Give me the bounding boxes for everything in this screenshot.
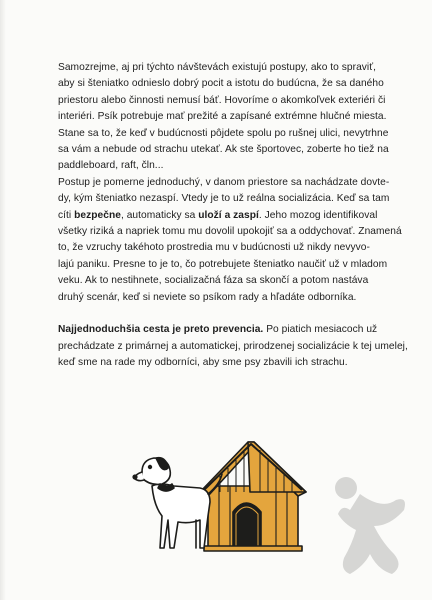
watermark-figure-icon — [330, 470, 410, 580]
bold-text: uloží a zaspí — [198, 209, 259, 221]
text-line — [58, 257, 392, 273]
text-run: druhý scenár, keď si neviete so psíkom rady a hľadáte odborníka. — [58, 291, 357, 303]
text-run: Po piatich mesiacoch už — [263, 324, 378, 336]
text-run: aby si šteniatko odnieslo dobrý pocit a istotu do budúcna, že sa daného — [58, 78, 384, 90]
text-run: všetky riziká a napriek tomu mu dovolil upokojiť sa a oddychovať. Znamená — [58, 226, 402, 238]
text-line — [58, 290, 392, 306]
text-run: , automaticky sa — [120, 209, 199, 221]
paragraph — [58, 322, 408, 371]
text-line — [58, 273, 392, 289]
paragraph — [58, 60, 392, 175]
text-run: cíti — [58, 209, 75, 221]
paragraph — [58, 175, 402, 306]
text-line — [58, 322, 392, 338]
text-line — [58, 60, 392, 76]
text-line — [58, 355, 392, 371]
text-run: Samozrejme, aj pri týchto návštevách existujú postupy, ako to spraviť, — [58, 62, 376, 73]
text-run: Stane sa to, že keď v budúcnosti pôjdete spolu po rušnej ulici, nevytrhne — [58, 127, 389, 139]
text-line — [58, 208, 392, 224]
text-run: paddleboard, raft, čln... — [58, 160, 164, 172]
text-run: sa vám a nebude od strachu utekať. Ak ste športovec, zoberte ho tiež na — [58, 144, 389, 156]
text-run: prechádzate z primárnej a automatickej, prirodzenej socializácie k tej umelej, — [58, 340, 408, 352]
text-run: veku. Ak to nestihnete, socializačná fáza sa skončí a potom nastáva — [58, 275, 369, 287]
paragraph-gap — [58, 306, 392, 322]
text-line — [58, 126, 392, 142]
bold-text: Najjednoduchšia cesta je preto prevencia. — [58, 324, 264, 336]
text-line — [58, 109, 392, 125]
body-text — [58, 60, 408, 372]
doghouse — [200, 442, 306, 551]
text-line — [58, 339, 408, 355]
text-run: priestoru alebo činnosti nemusí báť. Hovoríme o akomkoľvek exteriéri či — [58, 94, 386, 106]
bold-text: bezpečne — [74, 209, 121, 221]
text-line — [58, 224, 402, 240]
text-line — [58, 175, 392, 191]
text-run: . Jeho mozog identifikoval — [258, 209, 378, 221]
text-line — [58, 142, 392, 158]
page-gutter-shadow — [0, 0, 6, 600]
text-line — [58, 76, 392, 92]
text-line — [58, 158, 392, 174]
dog-doghouse-illustration — [130, 436, 340, 554]
text-line — [58, 93, 392, 109]
text-line — [58, 240, 392, 256]
text-run: Postup je pomerne jednoduchý, v danom priestore sa nachádzate dovte- — [58, 176, 390, 188]
text-run: lajú paniku. Presne to je to, čo potrebujete šteniatko naučiť už v mladom — [58, 258, 388, 270]
text-run: to, že vzruchy takéhoto prostredia mu v budúcnosti už nikdy nevyvo- — [58, 242, 370, 254]
text-run: interiéri. Psík potrebuje mať prežité a zapísané extrémne hlučné miesta. — [58, 111, 387, 123]
text-run: dy, kým šteniatko nezaspí. Vtedy je to už reálna socializácia. Keď sa tam — [58, 193, 390, 205]
text-run: keď sme na rade my odborníci, aby sme psy zbavili ich strachu. — [58, 357, 348, 369]
text-line — [58, 191, 392, 207]
